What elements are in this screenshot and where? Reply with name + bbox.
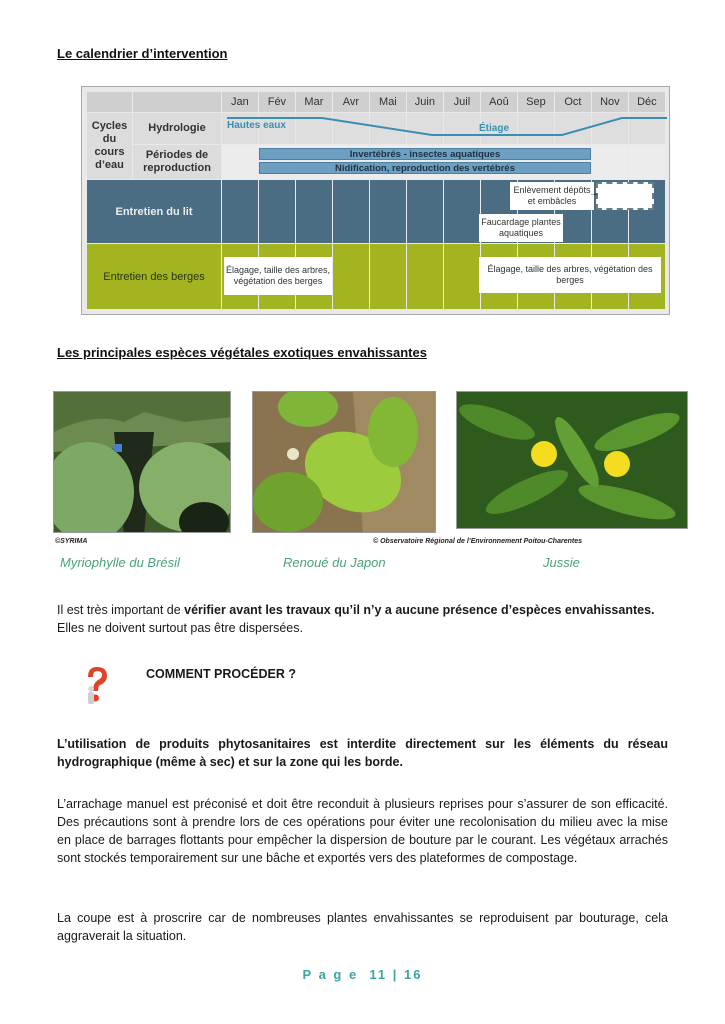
month-header: Aoû (481, 92, 517, 112)
month-header: Mar (296, 92, 332, 112)
arrow-right-icon: → (589, 188, 599, 199)
row-group-cycles: Cycles du cours d’eau (87, 113, 132, 179)
repro-cell (629, 145, 665, 179)
phyto-paragraph: L’utilisation de produits phytosanitaires est interdite directement sur les éléments du réseau hydrographique (même à sec) et sur la zone qui les borde. (57, 737, 668, 769)
month-header: Mai (370, 92, 406, 112)
credit-observatoire: © Observatoire Régional de l’Environnement Poitou-Charentes (373, 538, 582, 545)
berges-box-late: Élagage, taille des arbres, végétation des berges (479, 257, 661, 293)
calendar-heading: Le calendrier d’intervention (57, 46, 228, 61)
photo-jussie (456, 391, 688, 529)
enlevement-continuation-box (596, 182, 654, 210)
photo-myriophylle (53, 391, 231, 533)
month-header: Oct (555, 92, 591, 112)
lit-cell (370, 180, 406, 243)
header-blank (87, 92, 132, 112)
berges-cell (407, 244, 443, 309)
header-blank-2 (133, 92, 221, 112)
species-name-jussie: Jussie (543, 555, 580, 570)
berges-box-early: Élagage, taille des arbres, végétation des berges (224, 257, 332, 295)
row-label-hydrologie: Hydrologie (133, 113, 221, 144)
warning-paragraph (57, 601, 677, 637)
coupe-paragraph: La coupe est à proscrire car de nombreuses plantes envahissantes se reproduisent par bouturage, cela aggraverait la situation. (57, 911, 668, 943)
berges-cell (370, 244, 406, 309)
lit-cell (407, 180, 443, 243)
lit-cell (444, 180, 480, 243)
repro-cell (222, 145, 258, 179)
hydro-label-low: Étiage (479, 123, 510, 134)
lit-cell (296, 180, 332, 243)
question-mark-icon (82, 665, 112, 707)
reproduction-bar: Invertébrés - insectes aquatiques (259, 148, 591, 160)
lit-cell (259, 180, 295, 243)
month-header: Juil (444, 92, 480, 112)
faucardage-box: Faucardage plantes aquatiques (479, 214, 563, 242)
month-header: Juin (407, 92, 443, 112)
page-number: P a g e 11 | 16 (302, 967, 423, 982)
berges-cell (333, 244, 369, 309)
arrachage-paragraph: L’arrachage manuel est préconisé et doit être reconduit à plusieurs reprises pour s’assurer de son efficacité. Des précautions sont à prendre lors de ces opérations pour éviter une recolonisation du milieu avec la mise en place de barrages flottants pour empêcher la dispersion de bouture par le courant. Les végétaux arrachés sont stockés temporairement sur une bâche et exportés vers des plateformes de compostage. (57, 797, 668, 865)
hydrology-curve (222, 113, 667, 144)
repro-cell (592, 145, 628, 179)
row-label-entretien-berges: Entretien des berges (87, 244, 221, 309)
row-label-reproduction: Périodes de reproduction (133, 145, 221, 179)
enlevement-box: Enlèvement dépôts et embâcles (510, 182, 594, 210)
how-to-proceed-heading: COMMENT PROCÉDER ? (146, 667, 296, 681)
month-header: Nov (592, 92, 628, 112)
month-header: Sep (518, 92, 554, 112)
intervention-calendar (81, 86, 670, 315)
month-header: Fév (259, 92, 295, 112)
month-header: Avr (333, 92, 369, 112)
month-header: Déc (629, 92, 665, 112)
credit-syrima: ©SYRIMA (55, 538, 88, 545)
species-name-renoue: Renoué du Japon (283, 555, 386, 570)
hydro-label-high: Hautes eaux (227, 120, 286, 131)
lit-cell (222, 180, 258, 243)
lit-cell (333, 180, 369, 243)
photo-renoue (252, 391, 436, 533)
warning-bold: vérifier avant les travaux qu’il n’y a aucune présence d’espèces envahissantes. (184, 603, 655, 617)
berges-cell (444, 244, 480, 309)
reproduction-bar: Nidification, reproduction des vertébrés (259, 162, 591, 174)
warning-text: Il est très important de (57, 603, 185, 617)
warning-rest: Elles ne doivent surtout pas être dispersées. (57, 621, 303, 635)
hydrology-line (227, 118, 667, 135)
month-header: Jan (222, 92, 258, 112)
species-name-myriophylle: Myriophylle du Brésil (60, 555, 180, 570)
row-label-entretien-lit: Entretien du lit (87, 180, 221, 243)
species-heading: Les principales espèces végétales exotiques envahissantes (57, 345, 427, 360)
